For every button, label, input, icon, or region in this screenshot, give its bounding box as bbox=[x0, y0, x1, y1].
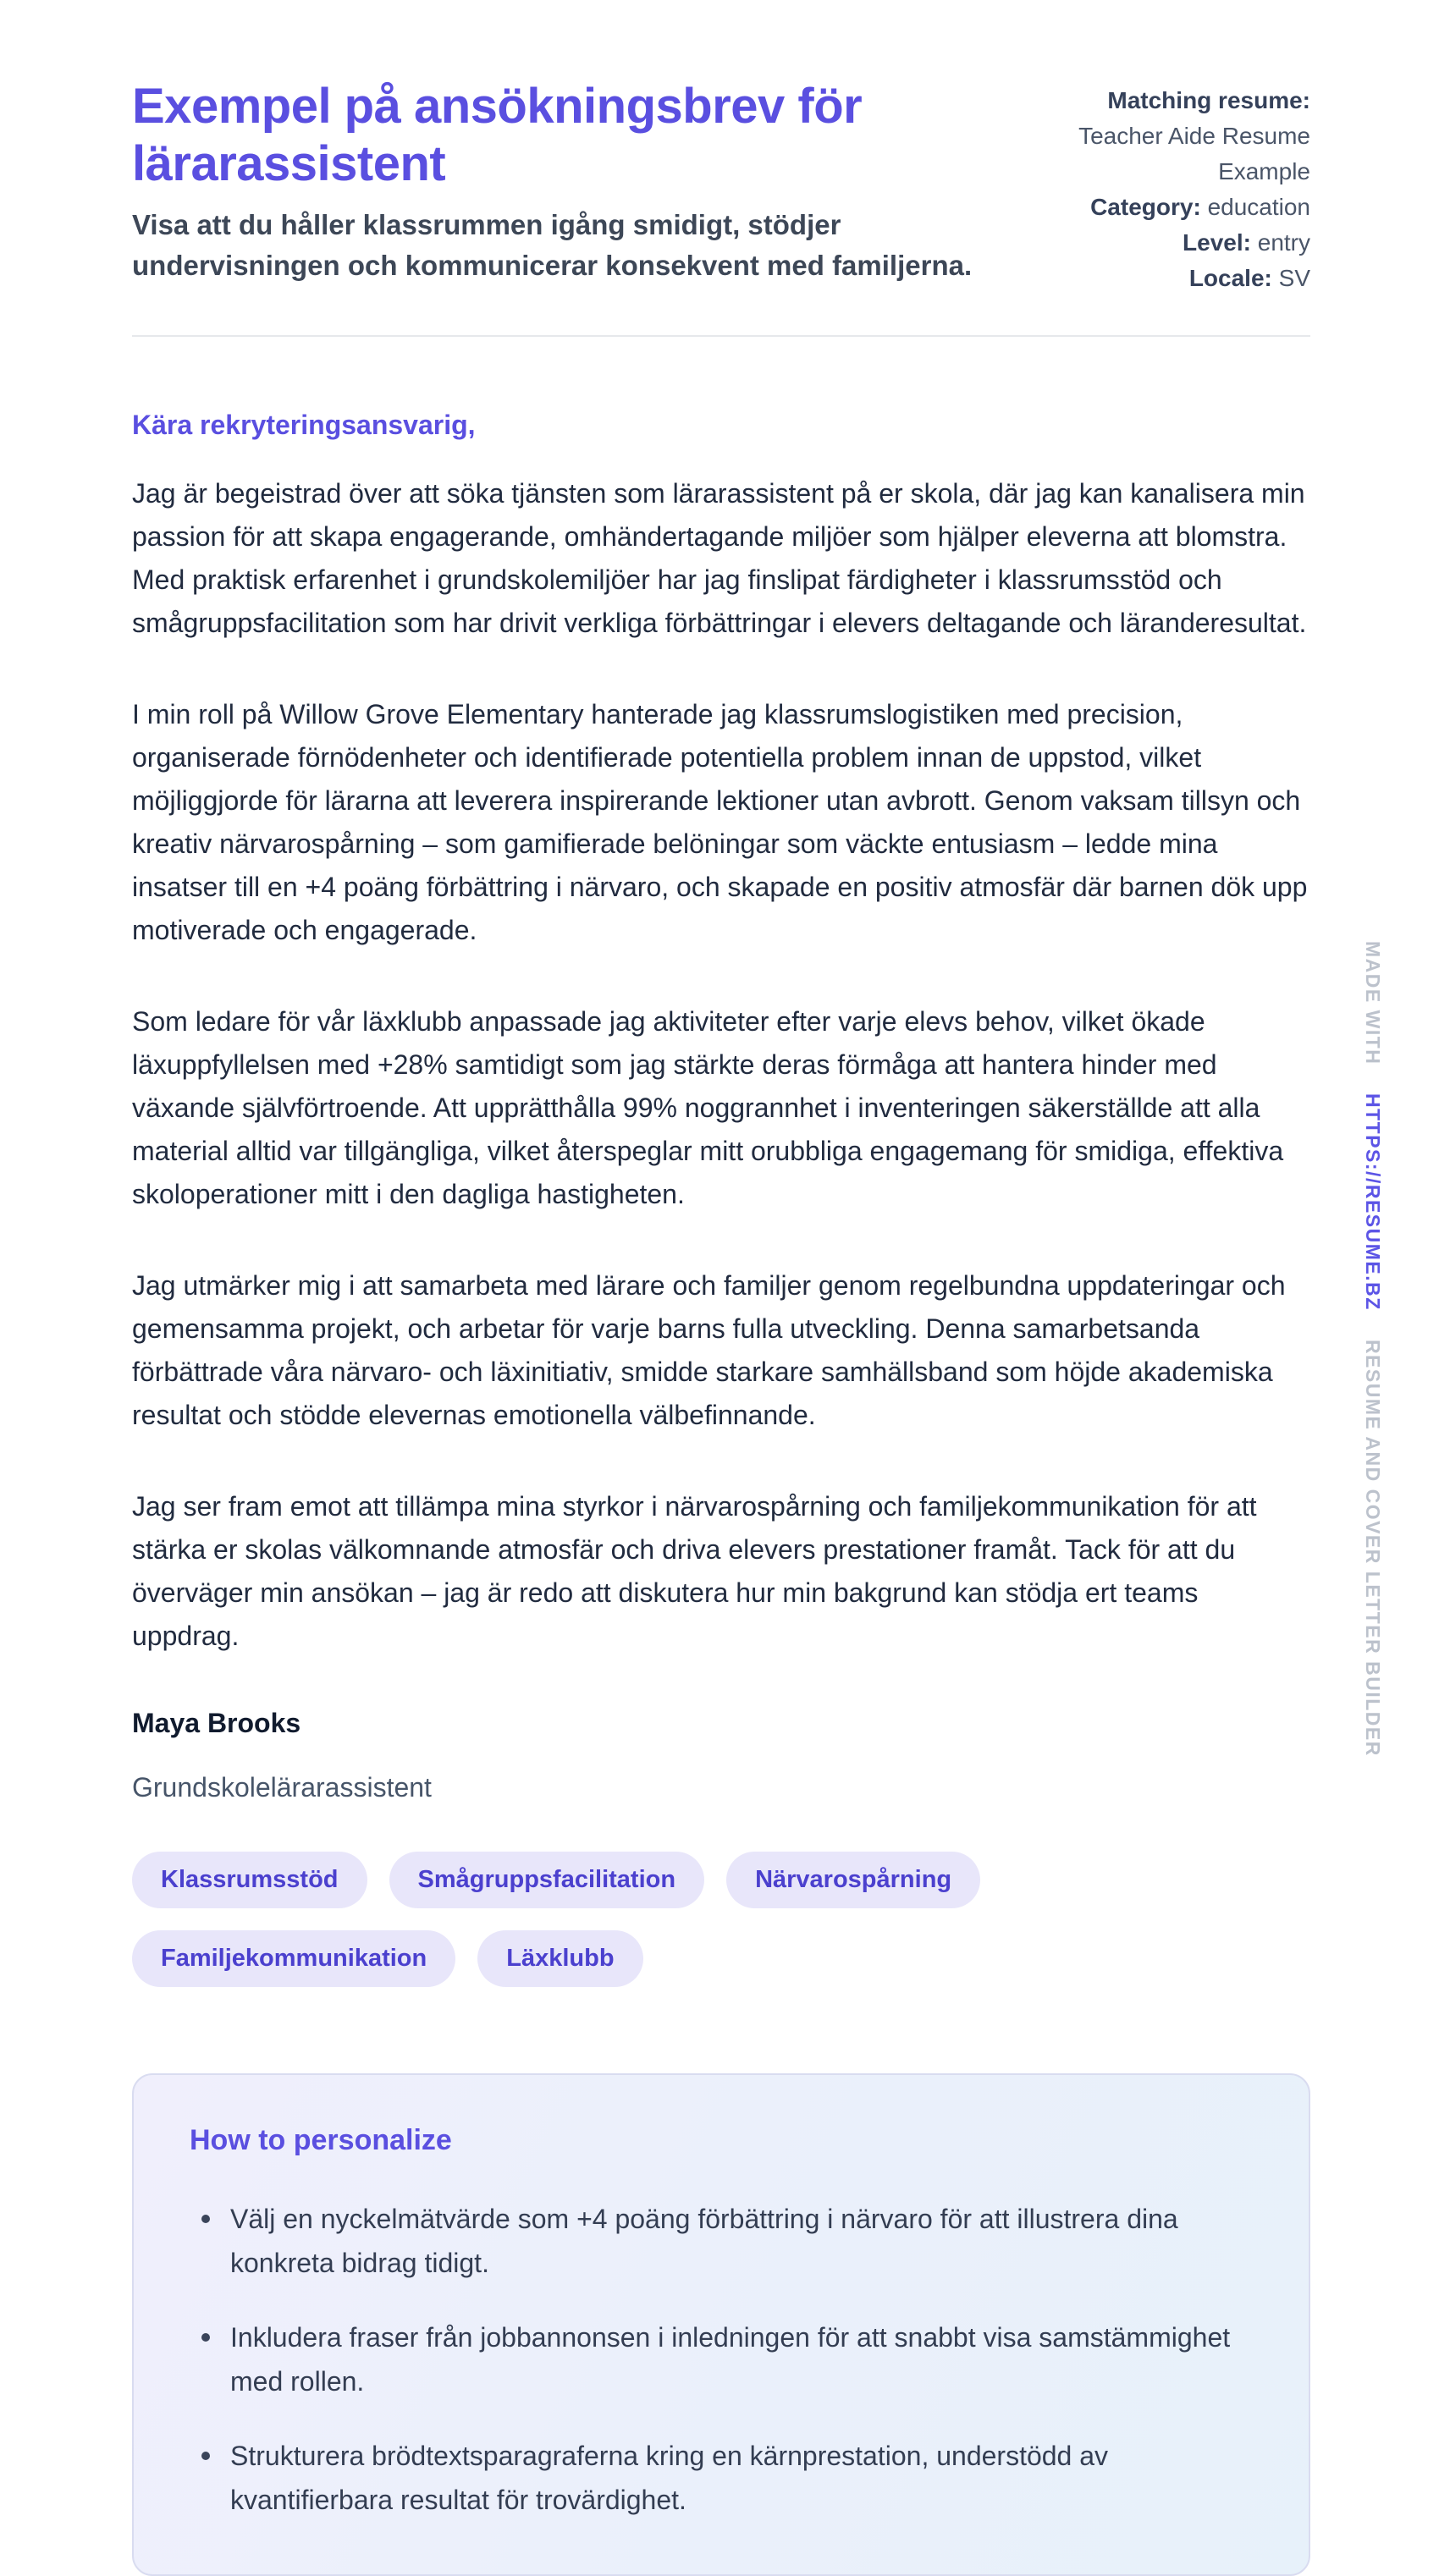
meta-level bbox=[1026, 225, 1310, 261]
how-to-personalize-box bbox=[132, 2073, 1310, 2576]
signature-name: Maya Brooks bbox=[132, 1708, 301, 1738]
meta-matching bbox=[1026, 83, 1310, 190]
header-divider bbox=[132, 335, 1310, 337]
meta-locale bbox=[1026, 261, 1310, 296]
meta-locale-label: Locale: bbox=[1188, 265, 1272, 291]
page-title: Exempel på ansökningsbrev för lärarassistent bbox=[132, 79, 863, 191]
personalize-bullet: Strukturera brödtextsparagraferna kring en kärnprestation, understödd av kvantifierbara resultat för trovärdighet. bbox=[190, 2434, 1253, 2522]
meta-matching-value: Teacher Aide Resume Example bbox=[1078, 123, 1310, 184]
signature-block bbox=[132, 1706, 1310, 1804]
meta-category bbox=[1026, 190, 1310, 225]
header bbox=[132, 78, 1310, 296]
letter-paragraph: I min roll på Willow Grove Elementary hanterade jag klassrumslogistiken med precision, organiserade förnödenheter och identifierade potentiella problem innan de uppstod, vilket möjliggjorde för lärarna att leverera inspirerande lektioner utan avbrott. Genom vaksam tillsyn och kreativ närvarospårning – som gamifierade belöningar som väckte entusiasm – ledde mina insatser till en +4 poäng förbättring i närvaro, och skapade en positiv atmosfär där barnen dök upp motiverade och engagerade. bbox=[132, 699, 1308, 945]
skill-tag: Smågruppsfacilitation bbox=[389, 1852, 705, 1908]
watermark-prefix: MADE WITH bbox=[1362, 941, 1384, 1065]
letter-paragraph: Jag utmärker mig i att samarbeta med lärare och familjer genom regelbundna uppdateringar och gemensamma projekt, och arbetar för varje barns fulla utveckling. Denna samarbetsanda förbättrade våra närvaro- och läxinitiativ, smidde starkare samhällsband som höjde akademiska resultat och stödde elevernas emotionella välbefinnande. bbox=[132, 1270, 1286, 1430]
page-container bbox=[132, 0, 1310, 2576]
meta-locale-value: SV bbox=[1278, 265, 1310, 291]
watermark-suffix: RESUME AND COVER LETTER BUILDER bbox=[1362, 1339, 1384, 1757]
resume-bz-link[interactable]: HTTPS://RESUME.BZ bbox=[1362, 1093, 1384, 1312]
skill-tag: Klassrumsstöd bbox=[132, 1852, 367, 1908]
meta-level-label: Level: bbox=[1183, 229, 1251, 256]
skill-tag: Familjekommunikation bbox=[132, 1930, 455, 1987]
meta-category-value: education bbox=[1207, 194, 1310, 220]
personalize-title: How to personalize bbox=[190, 2124, 452, 2156]
meta-matching-label: Matching resume: bbox=[1107, 87, 1310, 113]
letter-paragraph: Som ledare för vår läxklubb anpassade jag aktiviteter efter varje elevs behov, vilket ökade läxuppfyllelsen med +28% samtidigt som jag stärkte deras förmåga att hantera hinder med växande självförtroende. Att upprätthålla 99% noggrannhet i inventeringen säkerställde att alla material alltid var tillgängliga, vilket återspeglar mitt orubbliga engagemang för smidiga, effektiva skoloperationer mitt i den dagliga hastigheten. bbox=[132, 1006, 1284, 1209]
resume-meta bbox=[1026, 78, 1310, 296]
personalize-bullet: Inkludera fraser från jobbannonsen i inledningen för att snabbt visa samstämmighet med rollen. bbox=[190, 2315, 1253, 2403]
skill-tag: Läxklubb bbox=[477, 1930, 642, 1987]
page-subtitle: Visa att du håller klassrummen igång smidigt, stödjer undervisningen och kommunicerar konsekvent med familjerna. bbox=[132, 209, 973, 281]
personalize-list bbox=[190, 2197, 1253, 2522]
made-with-watermark bbox=[1361, 941, 1384, 1757]
letter-paragraph: Jag är begeistrad över att söka tjänsten som lärarassistent på er skola, där jag kan kanalisera min passion för att skapa engagerande, omhändertagande miljöer som hjälper eleverna att blomstra. Med praktisk erfarenhet i grundskolemiljöer har jag finslipat färdigheter i klassrumsstöd och smågruppsfacilitation som har drivit verkliga förbättringar i elevers deltagande och läranderesultat. bbox=[132, 478, 1307, 638]
header-title-block bbox=[132, 78, 987, 286]
signature-role: Grundskolelärarassistent bbox=[132, 1772, 432, 1803]
personalize-bullet: Välj en nyckelmätvärde som +4 poäng förbättring i närvaro för att illustrera dina konkreta bidrag tidigt. bbox=[190, 2197, 1253, 2285]
letter-paragraph: Jag ser fram emot att tillämpa mina styrkor i närvarospårning och familjekommunikation för att stärka er skolas välkomnande atmosfär och driva elevers prestationer framåt. Tack för att du överväger min ansökan – jag är redo att diskutera hur min bakgrund kan stödja ert teams uppdrag. bbox=[132, 1491, 1257, 1651]
meta-level-value: entry bbox=[1257, 229, 1310, 256]
letter-greeting: Kära rekryteringsansvarig, bbox=[132, 410, 476, 440]
cover-letter-body bbox=[132, 408, 1310, 1804]
skill-tags bbox=[132, 1852, 1310, 1987]
skill-tag: Närvarospårning bbox=[726, 1852, 980, 1908]
meta-category-label: Category: bbox=[1090, 194, 1201, 220]
